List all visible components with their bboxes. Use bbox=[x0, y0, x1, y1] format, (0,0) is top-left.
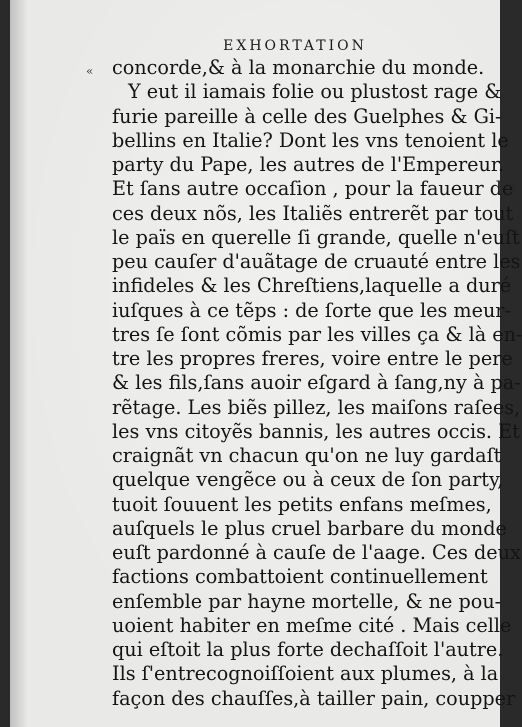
text-line: tre les propres freres, voire entre le pere bbox=[112, 347, 513, 370]
text-line: ces deux nõs, les Italiẽs entrerẽt par tout bbox=[112, 201, 514, 225]
text-line: iuſques à ce tẽps : de ſorte que les meur- bbox=[112, 298, 511, 322]
text-line: & les fils,ſans auoir eſgard à ſang,ny à pa- bbox=[112, 371, 521, 395]
running-head: EXHORTATION bbox=[223, 38, 367, 54]
text-line: uoient habiter en meſme cité . Mais celle bbox=[112, 613, 512, 637]
text-line: peu cauſer d'auãtage de cruauté entre les bbox=[112, 250, 521, 273]
text-line: factions combattoient continuellement bbox=[112, 565, 488, 589]
text-line: bellins en Italie? Dont les vns tenoient le bbox=[112, 128, 509, 152]
text-line: Ils ſ'entrecognoiſſoient aux plumes, à la bbox=[112, 662, 499, 686]
body-text bbox=[112, 56, 522, 711]
text-line: façon des chauſſes,à tailler pain, coupper bbox=[112, 686, 516, 710]
text-line: craignãt vn chacun qu'on ne luy gardaſt bbox=[112, 444, 502, 467]
text-line: euſt pardonné à cauſe de l'aage. Ces deux bbox=[112, 541, 521, 564]
text-line: tuoit ſouuent les petits enfans meſmes, bbox=[112, 492, 492, 516]
text-line: auſquels le plus cruel barbare du monde bbox=[112, 516, 507, 540]
text-line: rẽtage. Les biẽs pillez, les maiſons raſees, bbox=[112, 395, 521, 419]
text-line: tres ſe ſont cõmis par les villes ça & là en- bbox=[112, 322, 522, 346]
text-line: party du Pape, les autres de l'Empereur. bbox=[112, 153, 505, 176]
text-line: infideles & les Chreſtiens,laquelle a duré bbox=[112, 274, 512, 298]
text-line: les vns citoyẽs bannis, les autres occis. Et bbox=[112, 419, 520, 443]
text-line: concorde,& à la monarchie du monde. bbox=[112, 56, 485, 79]
book-page bbox=[10, 0, 522, 727]
text-line: le païs en querelle ſi grande, quelle n'euſt bbox=[112, 225, 520, 249]
text-line: quelque vengẽce ou à ceux de ſon party, bbox=[112, 468, 504, 492]
text-line: enſemble par hayne mortelle, & ne pou- bbox=[112, 589, 502, 613]
text-line: Et ſans autre occaſion , pour la faueur de bbox=[112, 177, 514, 201]
margin-mark: « bbox=[86, 64, 94, 78]
text-line: qui eſtoit la plus forte dechaſſoit l'autre. bbox=[112, 638, 504, 661]
text-line: furie pareille à celle des Guelphes & Gi- bbox=[112, 104, 502, 128]
text-line: Y eut il iamais folie ou plustost rage & bbox=[128, 80, 502, 104]
